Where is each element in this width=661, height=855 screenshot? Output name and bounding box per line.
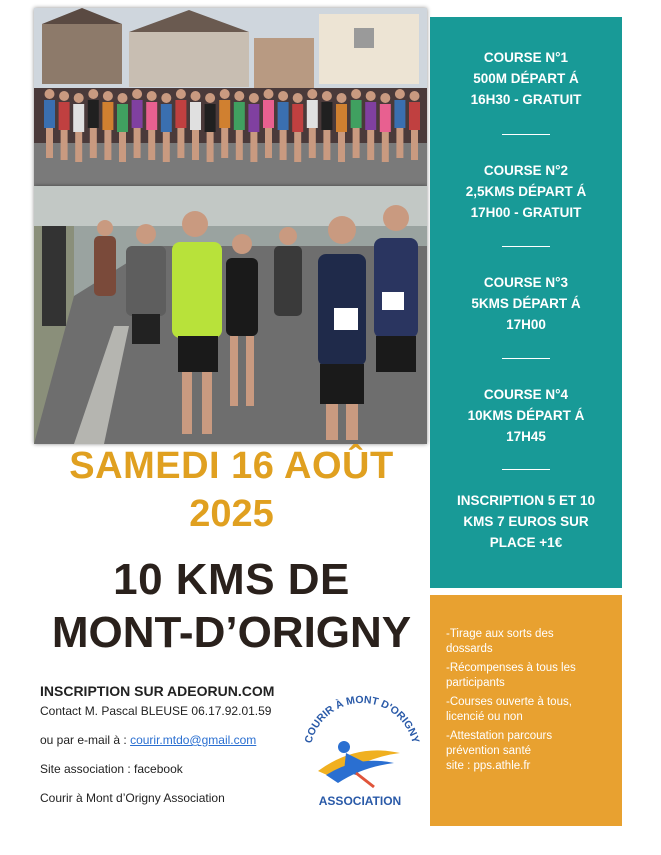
crowd-runner [175,100,186,128]
crowd-runner [73,104,84,132]
event-title-line2: MONT-D’ORIGNY [51,608,412,657]
association-logo [296,683,424,811]
crowd-runner-legs [353,128,360,158]
logo-arc-text: COURIR À MONT D'ORIGNY [302,693,422,745]
crowd-runner [380,104,391,132]
bullet-open [446,695,616,725]
crowd-runner-legs [119,132,126,162]
contact-person: Contact M. Pascal BLEUSE 06.17.92.01.59 [40,704,272,718]
crowd-runner-legs [338,132,345,162]
inscription-info: INSCRIPTION SUR ADEORUN.COM [40,683,275,699]
crowd-runner [307,100,318,128]
crowd-runner-head [176,89,186,99]
crowd-runner [146,102,157,130]
bullet-text: site : pps.athle.fr [446,760,531,772]
price-line3: PLACE +1€ [489,535,563,550]
crowd-runner-legs [309,128,316,158]
crowd-runner-head [74,93,84,103]
bullet-text: -Récompenses à tous les [446,662,576,674]
crowd-runner [351,100,362,128]
crowd-runner-head [234,91,244,101]
crowd-runner [190,102,201,130]
crowd-runner-head [191,91,201,101]
price-line1: INSCRIPTION 5 ET 10 [456,493,596,508]
crowd-runner-head [351,89,361,99]
bullet-text: -Attestation parcours [446,730,553,742]
inscription-price [430,490,622,553]
course-4-line1: COURSE N°4 [483,387,569,402]
crowd-runner-head [395,89,405,99]
crowd-runner-legs [90,128,97,158]
crowd-runner [219,100,230,128]
divider [502,134,550,135]
courses-panel [430,17,622,588]
crowd-runner-head [322,91,332,101]
course-4 [430,384,622,447]
association-name: Courir à Mont d’Origny Association [40,791,225,805]
crowd-runner [102,102,113,130]
crowd-runner [234,102,245,130]
crowd-runner-legs [163,132,170,162]
crowd-runner-legs [177,128,184,158]
crowd-runner-legs [323,130,330,160]
crowd-runner-head [220,89,230,99]
crowd-runner-head [264,89,274,99]
crowd-runner-legs [61,130,68,160]
crowd-runner-legs [134,128,141,158]
runners-race-photo [34,186,427,444]
crowd-runner [117,104,128,132]
bullet-pps [446,729,616,774]
logo-label: ASSOCIATION [318,794,402,808]
crowd-runner [44,100,55,128]
crowd-runner [336,104,347,132]
crowd-runner [292,104,303,132]
crowd-runner-legs [250,132,257,162]
course-4-line3: 17H45 [506,429,546,444]
crowd-runner [205,104,216,132]
crowd-runner-legs [396,128,403,158]
bullet-rewards [446,661,616,691]
crowd-runner-legs [148,130,155,160]
crowd-runner-head [132,89,142,99]
crowd-runner [161,104,172,132]
crowd-runner-head [161,93,171,103]
bullet-text: -Tirage aux sorts des [446,628,554,640]
crowd-runner-head [337,93,347,103]
course-1-line2: 500M DÉPART Á [473,71,579,86]
bullet-text: prévention santé [446,745,532,757]
crowd-runner-head [59,91,69,101]
crowd-runner-head [88,89,98,99]
crowd-runner [248,104,259,132]
bullet-text: dossards [446,643,493,655]
divider [502,469,550,470]
crowd-runner [59,102,70,130]
event-title-line1: 10 KMS DE [113,555,350,604]
crowd-runner-legs [75,132,82,162]
crowd-runner-head [118,93,128,103]
bullet-text: participants [446,677,505,689]
crowd-runner-legs [265,128,272,158]
crowd-runner-head [45,89,55,99]
course-4-line2: 10KMS DÉPART Á [467,408,585,423]
course-1 [430,47,622,110]
crowd-runner-head [249,93,259,103]
course-1-line3: 16H30 - GRATUIT [470,92,582,107]
crowd-runner-head [380,93,390,103]
crowd-runner-legs [294,132,301,162]
crowd-runner-legs [367,130,374,160]
crowd-runner-head [307,89,317,99]
course-2-line1: COURSE N°2 [483,163,569,178]
course-1-line1: COURSE N°1 [483,50,569,65]
crowd-runner [394,100,405,128]
course-3-line1: COURSE N°3 [483,275,569,290]
divider [502,358,550,359]
crowd-runner-head [278,91,288,101]
course-2 [430,160,622,223]
bullet-bibs [446,627,616,657]
bullet-text: licencié ou non [446,711,523,723]
crowd-runner-head [147,91,157,101]
crowd-runner-head [293,93,303,103]
crowd-runner-head [366,91,376,101]
crowd-runner [132,100,143,128]
crowd-runner [278,102,289,130]
crowd-runner-head [410,91,420,101]
course-2-line2: 2,5KMS DÉPART Á [465,184,587,199]
course-3 [430,272,622,335]
crowd-runner [263,100,274,128]
crowd-runner-legs [46,128,53,158]
crowd-runner-legs [280,130,287,160]
runners-start-photo [34,8,427,186]
crowd-runner-legs [382,132,389,162]
course-2-line3: 17H00 - GRATUIT [470,205,582,220]
crowd-runner-legs [104,130,111,160]
crowd-runner [88,100,99,128]
course-3-line2: 5KMS DÉPART Á [471,296,581,311]
crowd-runner-legs [236,130,243,160]
bullet-text: -Courses ouverte à tous, [446,696,572,708]
crowd-runner-legs [221,128,228,158]
crowd-runner-legs [411,130,418,160]
crowd-runner [365,102,376,130]
crowd-runner-legs [192,130,199,160]
divider [502,246,550,247]
crowd-runner-head [103,91,113,101]
association-site: Site association : facebook [40,762,183,776]
crowd-runner-head [205,93,215,103]
crowd-runner [409,102,420,130]
email-line [40,733,256,747]
event-date: SAMEDI 16 AOÛT [69,445,394,487]
price-line2: KMS 7 EUROS SUR [463,514,589,529]
info-panel [430,595,622,826]
crowd-runner-legs [207,132,214,162]
course-3-line3: 17H00 [506,317,546,332]
email-link[interactable]: courir.mtdo@gmail.com [130,733,257,747]
email-prefix: ou par e-mail à : [40,733,127,747]
event-year: 2025 [189,493,274,535]
crowd-runner [321,102,332,130]
